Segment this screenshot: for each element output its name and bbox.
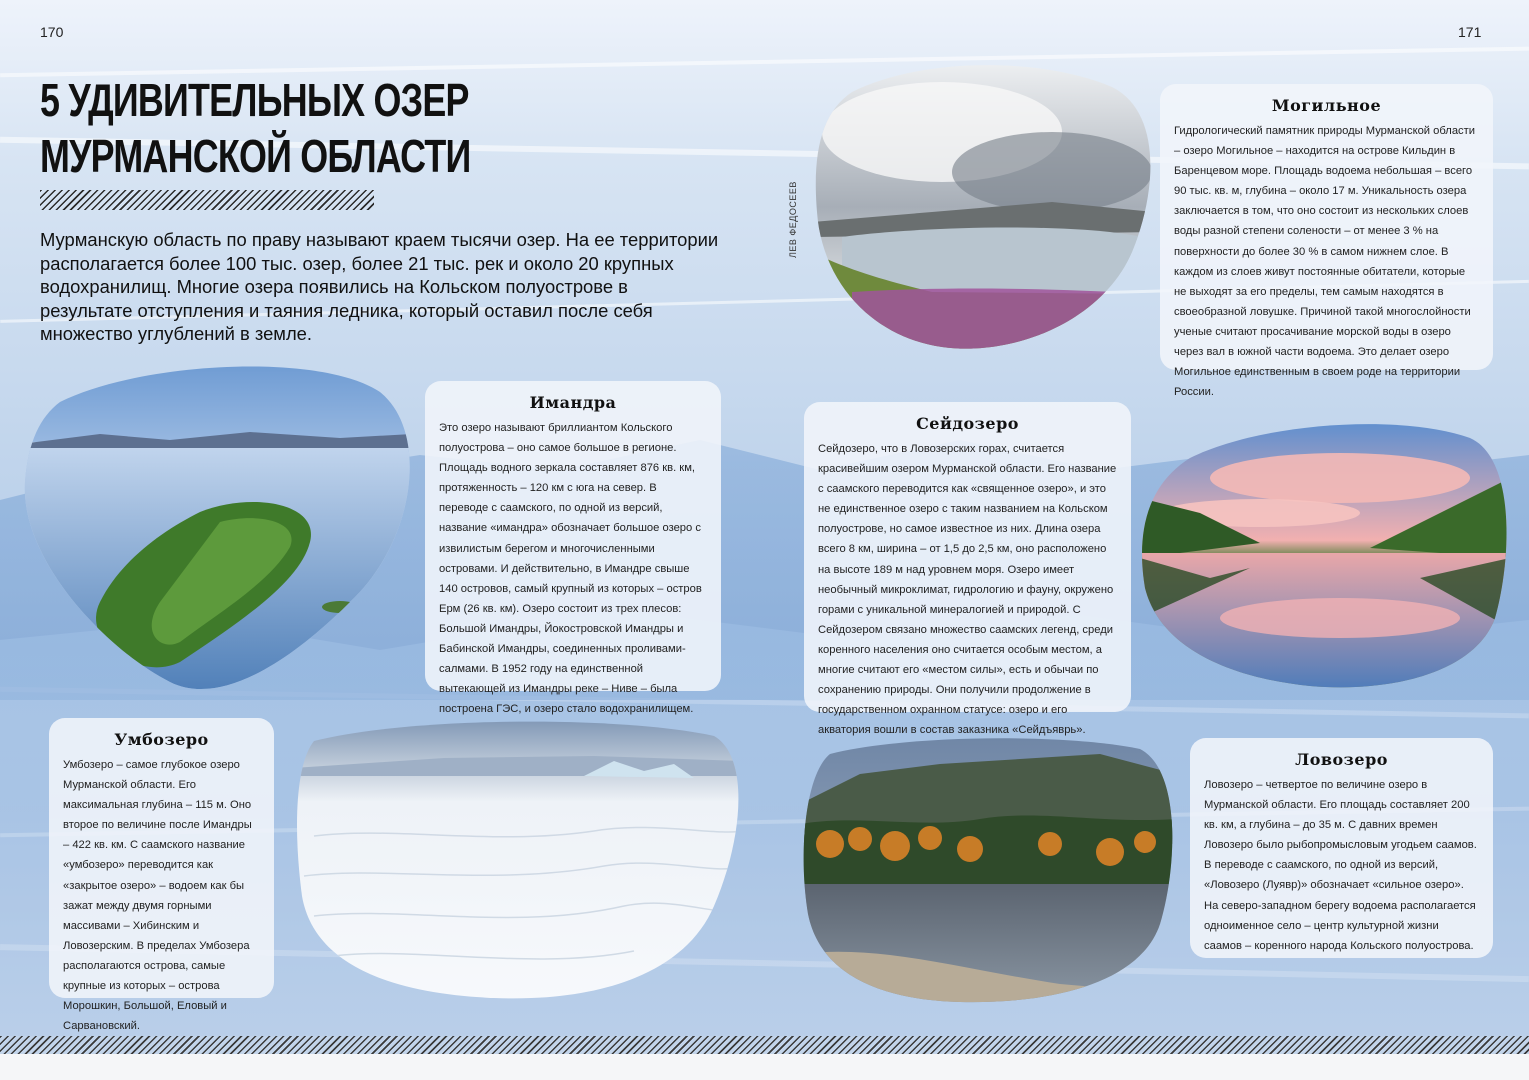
umbozero-card — [49, 718, 274, 1033]
lovozero-text: Ловозеро – четвертое по величине озеро в Мурманской области. Его площадь составляет 200 кв. км, а глубина – до 35 м. С давних времен Ловозеро было рыбопромысловым угодьем саамов. В переводе с саамского, по одной из версий, «Ловозеро (Луявр)» обозначает «сильное озеро». На северо-западном берегу водоема располагается одноименное село – центр культурной жизни саамов – коренного народа Кольского полуострова. — [1204, 779, 1477, 952]
page-bottom-margin — [0, 1054, 1529, 1080]
imandra-photo — [20, 362, 412, 694]
seydozero-photo — [1140, 418, 1510, 690]
mogilnoe-text: Гидрологический памятник природы Мурманской области – озеро Могильное – находится на острове Кильдин в Баренцевом море. Площадь водоема небольшая – всего 90 тыс. кв. м, глубина – около 17 м. Уникальность озера заключается в том, что оно состоит из нескольких слоев воды разной степени солености – от менее 3 % на поверхности до более 30 % в самом нижнем слое. В каждом из слоев живут постоянные обитатели, которые не выходят за его пределы, тем самым находятся в своеобразной ловушке. Причиной такой многослойности ученые считают просачивание морской воды в озеро через вал в южной части водоема. Это делает озеро Могильное единственным в своем роде на территории России. — [1174, 125, 1476, 399]
imandra-card — [425, 381, 721, 716]
umbozero-photo — [294, 716, 744, 1002]
seydozero-text: Сейдозеро, что в Ловозерских горах, считается красивейшим озером Мурманской области. Его название с саамского переводится как «священное озеро», и это не единственное озеро с таким названием на Кольском полуострове, но самое известное из них. Длина озера всего 8 км, ширина – от 1,5 до 2,5 км, оно расположено на высоте 189 м над уровнем моря. Озеро имеет необычный микроклимат, гидрологию и фауну, окружено горами с уникальной минералогией и природой. С Сейдозером связано множество саамских легенд, среди коренного населения оно считается особым местом, а многие считают его «местом силы», есть и обычаи по сохранению природы. Они получили продолжение в государственном охранном статусе: озеро и его акватория вошли в состав заказника «Сейдъяврь». — [818, 443, 1117, 737]
photo-credit: ЛЕВ ФЕДОСЕЕВ — [788, 181, 798, 258]
intro-paragraph: Мурманскую область по праву называют краем тысячи озер. На ее территории располагается более 100 тыс. озер, более 21 тыс. рек и около 20 крупных водохранилищ. Многие озера появились на Кольском полуострове в результате отступления и таяния ледника, который оставил после себя множество углублений в земле. — [40, 229, 719, 344]
umbozero-text: Умбозеро – самое глубокое озеро Мурманской области. Его максимальная глубина – 115 м. Оно второе по величине после Имандры – 422 кв. км. С саамского название «умбозеро» переводится как «закрытое озеро» – водоем как бы зажат между двумя горными массивами – Хибинским и Ловозерским. В пределах Умбозера располагаются острова, самые крупные из которых – острова Морошкин, Большой, Еловый и Сарвановский. — [63, 759, 252, 1033]
lovozero-photo — [800, 734, 1176, 1004]
page-number-right: 171 — [1458, 24, 1482, 40]
title-line-2: МУРМАНСКОЙ ОБЛАСТИ — [40, 130, 471, 182]
title-line-1: 5 УДИВИТЕЛЬНЫХ ОЗЕР — [40, 74, 469, 126]
footer-hatch — [0, 1036, 1529, 1054]
seydozero-title: Сейдозеро — [916, 414, 1019, 433]
mogilnoe-photo — [812, 62, 1154, 352]
imandra-title: Имандра — [529, 393, 617, 412]
lovozero-title: Ловозеро — [1295, 750, 1388, 769]
imandra-text: Это озеро называют бриллиантом Кольского полуострова – оно самое большое в регионе. Площадь водного зеркала составляет 876 кв. км, протяженность – 120 км с юга на север. В переводе с саамского, по одной из версий, название «имандра» обозначает большое озеро с извилистым берегом и многочисленными островами. И действительно, в Имандре свыше 140 островов, самый крупный из которых – остров Ерм (26 кв. км). Озеро состоит из трех плесов: Большой Имандры, Йокостровской Имандры и Бабинской Имандры, соединенных проливами-салмами. В 1952 году на единственной вытекающей из Имандры реке – Ниве – была построена ГЭС, и озеро стало водохранилищем. — [439, 422, 702, 716]
title-underline-hatch — [40, 190, 374, 210]
mogilnoe-title: Могильное — [1271, 96, 1382, 115]
mogilnoe-card — [1160, 84, 1493, 399]
umbozero-title: Умбозеро — [114, 730, 209, 749]
page-title — [40, 72, 471, 184]
page-number-left: 170 — [40, 24, 64, 40]
seydozero-card — [804, 402, 1131, 737]
lovozero-card — [1190, 738, 1493, 958]
